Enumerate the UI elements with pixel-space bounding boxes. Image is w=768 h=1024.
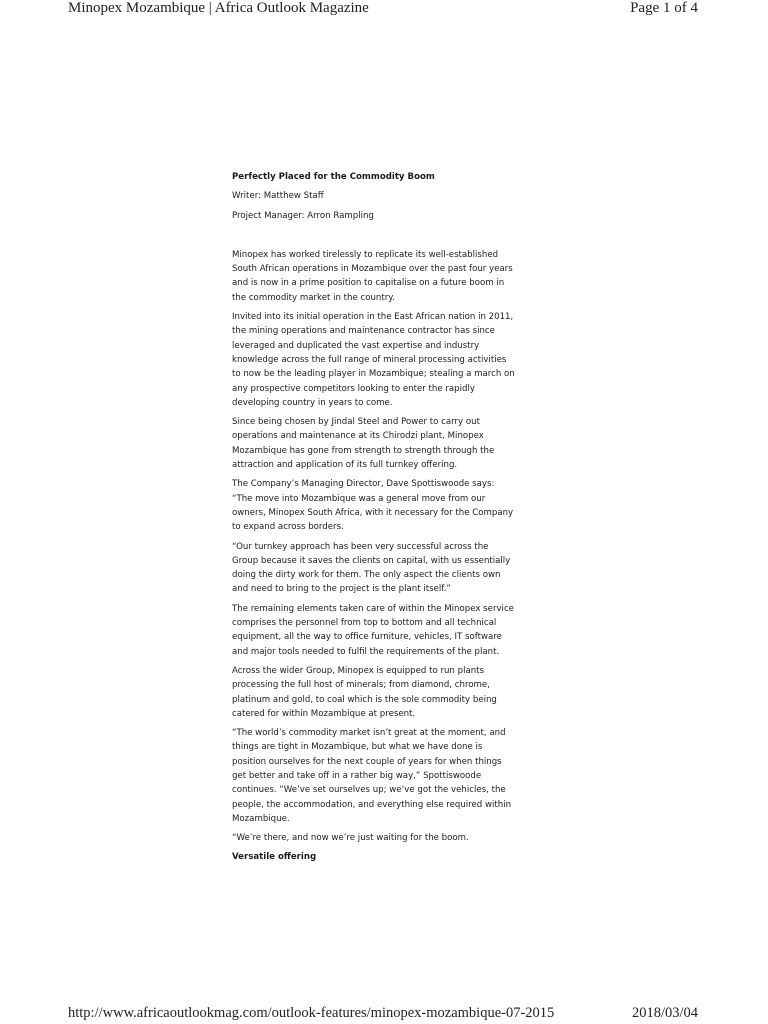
article-project-manager: Project Manager: Arron Rampling <box>232 210 374 221</box>
paragraph: Minopex has worked tirelessly to replicate its well-established South African operations in Mozambique over the past four years and is now in a prime position to capitalise on a future boom in the commodity market in the country. <box>232 249 513 303</box>
print-date: 2018/03/04 <box>631 1005 698 1021</box>
paragraph: The Company’s Managing Director, Dave Spottiswoode says: “The move into Mozambique was a general move from our owners, Minopex South Africa, with it necessary for the Company to expand across borders. <box>232 479 514 533</box>
source-url: http://www.africaoutlookmag.com/outlook-features/minopex-mozambique-07-2015 <box>68 1005 555 1021</box>
print-header <box>0 0 768 20</box>
article-body <box>232 170 516 865</box>
article-writer: Writer: Matthew Staff <box>232 191 324 202</box>
print-footer <box>0 1005 768 1024</box>
page-number: Page 1 of 4 <box>630 0 698 16</box>
paragraph: Across the wider Group, Minopex is equipped to run plants processing the full host of minerals; from diamond, chrome, platinum and gold, to coal which is the sole commodity being catered for within Mozambique at present. <box>232 665 497 719</box>
paragraph: The remaining elements taken care of within the Minopex service comprises the personnel from top to bottom and all technical equipment, all the way to office furniture, vehicles, IT software and major tools needed to fulfil the requirements of the plant. <box>232 603 514 657</box>
paragraph: Since being chosen by Jindal Steel and Power to carry out operations and maintenance at its Chirodzi plant, Minopex Mozambique has gone from strength to strength through the attraction and application of its full turnkey offering. <box>232 417 495 471</box>
paragraph: “The world’s commodity market isn’t great at the moment, and things are tight in Mozambique, but what we have done is position ourselves for the next couple of years for when things get better and take off in a rather big way,” Spottiswoode continues. “We’ve set ourselves up; we’ve got the vehicles, the people, the accommodation, and everything else required within Mozambique. <box>232 728 512 824</box>
paragraph: “We’re there, and now we’re just waiting for the boom. <box>232 833 469 844</box>
section-subheading: Versatile offering <box>232 852 317 863</box>
paragraph: Invited into its initial operation in the East African nation in 2011, the mining operations and maintenance contractor has since leveraged and duplicated the vast expertise and industry knowledge across the full range of mineral processing activities to now be the leading player in Mozambique; stealing a march on any prospective competitors looking to enter the rapidly developing country in years to come. <box>232 312 515 408</box>
page-title-header: Minopex Mozambique | Africa Outlook Magazine <box>68 0 369 16</box>
article-title: Perfectly Placed for the Commodity Boom <box>232 172 435 182</box>
paragraph: “Our turnkey approach has been very successful across the Group because it saves the clients on capital, with us essentially doing the dirty work for them. The only aspect the clients own and need to bring to the project is the plant itself.” <box>232 541 511 595</box>
